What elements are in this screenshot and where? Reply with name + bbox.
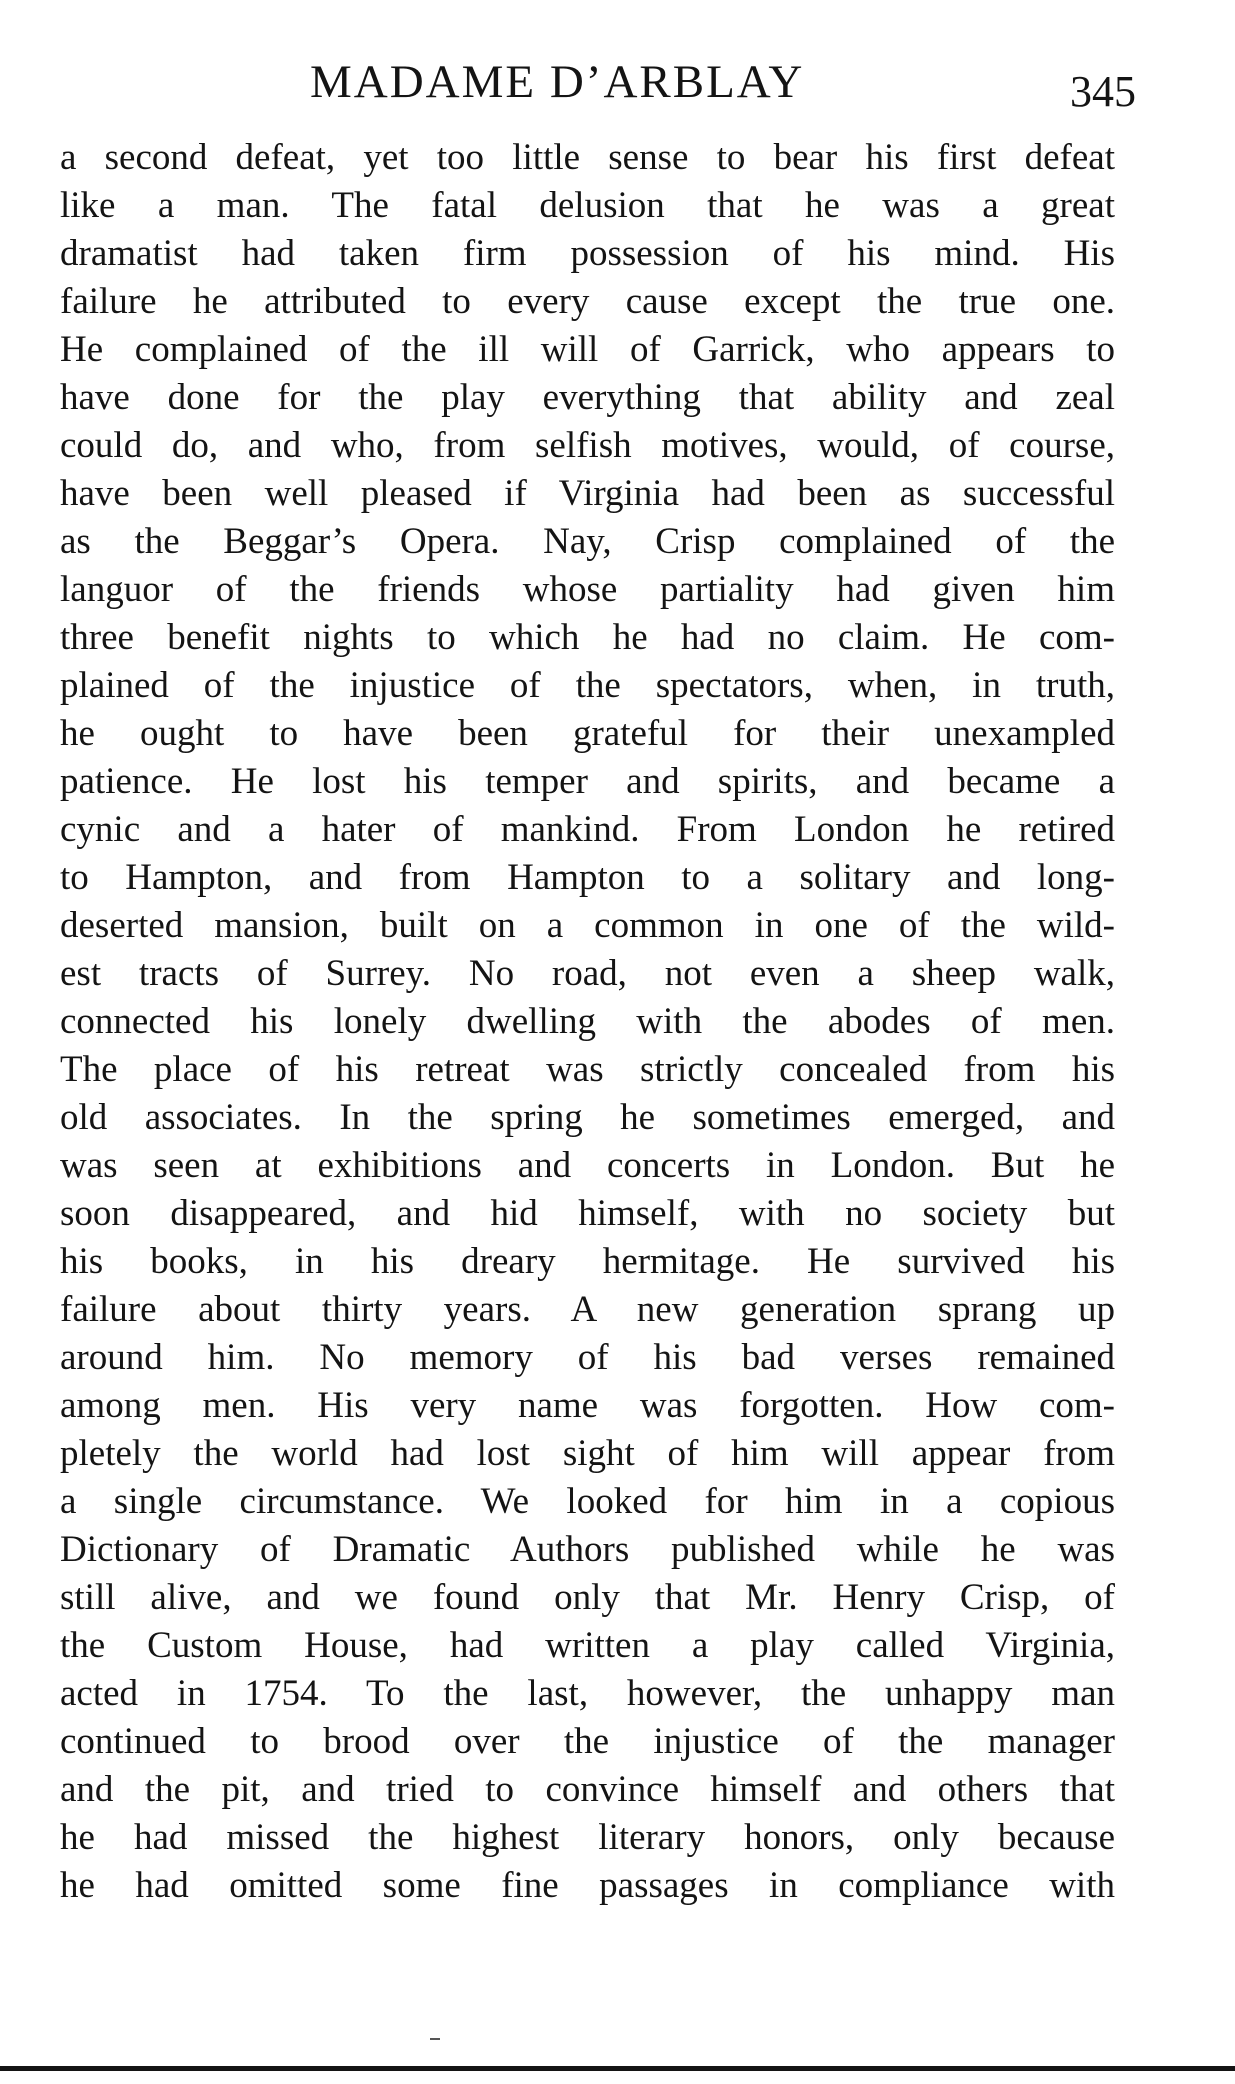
text-line: have done for the play everything that ability and zeal: [60, 377, 1115, 418]
text-line: patience. He lost his temper and spirits, and became a: [60, 761, 1115, 802]
text-line: among men. His very name was forgotten. How com-: [60, 1385, 1115, 1426]
text-line: languor of the friends whose partiality had given him: [60, 569, 1115, 610]
text-line: the Custom House, had written a play called Virginia,: [60, 1625, 1115, 1666]
text-line: three benefit nights to which he had no claim. He com-: [60, 617, 1115, 658]
text-line: Dictionary of Dramatic Authors published while he was: [60, 1529, 1115, 1570]
page-edge-rule: [0, 2066, 1235, 2071]
text-line: was seen at exhibitions and concerts in London. But he: [60, 1145, 1115, 1186]
running-title: MADAME D’ARBLAY: [310, 56, 805, 108]
text-line: still alive, and we found only that Mr. Henry Crisp, of: [60, 1577, 1115, 1618]
text-line: could do, and who, from selfish motives, would, of course,: [60, 425, 1115, 466]
text-line: pletely the world had lost sight of him will appear from: [60, 1433, 1115, 1474]
text-line: soon disappeared, and hid himself, with no society but: [60, 1193, 1115, 1234]
text-line: failure about thirty years. A new generation sprang up: [60, 1289, 1115, 1330]
text-line: connected his lonely dwelling with the abodes of men.: [60, 1001, 1115, 1042]
text-line: as the Beggar’s Opera. Nay, Crisp complained of the: [60, 521, 1115, 562]
text-line: his books, in his dreary hermitage. He survived his: [60, 1241, 1115, 1282]
text-line: continued to brood over the injustice of the manager: [60, 1721, 1115, 1762]
text-line: cynic and a hater of mankind. From London he retired: [60, 809, 1115, 850]
text-line: He complained of the ill will of Garrick, who appears to: [60, 329, 1115, 370]
text-line: and the pit, and tried to convince himself and others that: [60, 1769, 1115, 1810]
text-line: have been well pleased if Virginia had been as successful: [60, 473, 1115, 514]
text-line: around him. No memory of his bad verses remained: [60, 1337, 1115, 1378]
page-number: 345: [1070, 67, 1136, 116]
text-line: failure he attributed to every cause except the true one.: [60, 281, 1115, 322]
body-text: [60, 134, 1115, 1910]
text-line: he had missed the highest literary honors, only because: [60, 1817, 1115, 1858]
text-line: est tracts of Surrey. No road, not even a sheep walk,: [60, 953, 1115, 994]
text-line: acted in 1754. To the last, however, the unhappy man: [60, 1673, 1115, 1714]
text-line: old associates. In the spring he sometimes emerged, and: [60, 1097, 1115, 1138]
text-line: a single circumstance. We looked for him in a copious: [60, 1481, 1115, 1522]
text-line: deserted mansion, built on a common in one of the wild-: [60, 905, 1115, 946]
text-line: The place of his retreat was strictly concealed from his: [60, 1049, 1115, 1090]
text-line: to Hampton, and from Hampton to a solitary and long-: [60, 857, 1115, 898]
text-line: he ought to have been grateful for their unexampled: [60, 713, 1115, 754]
text-line: dramatist had taken firm possession of his mind. His: [60, 233, 1115, 274]
text-line: a second defeat, yet too little sense to bear his first defeat: [60, 137, 1115, 178]
text-line: plained of the injustice of the spectators, when, in truth,: [60, 665, 1115, 706]
text-line: he had omitted some fine passages in compliance with: [60, 1865, 1115, 1906]
text-line: like a man. The fatal delusion that he was a great: [60, 185, 1115, 226]
print-mark: [430, 2038, 440, 2040]
